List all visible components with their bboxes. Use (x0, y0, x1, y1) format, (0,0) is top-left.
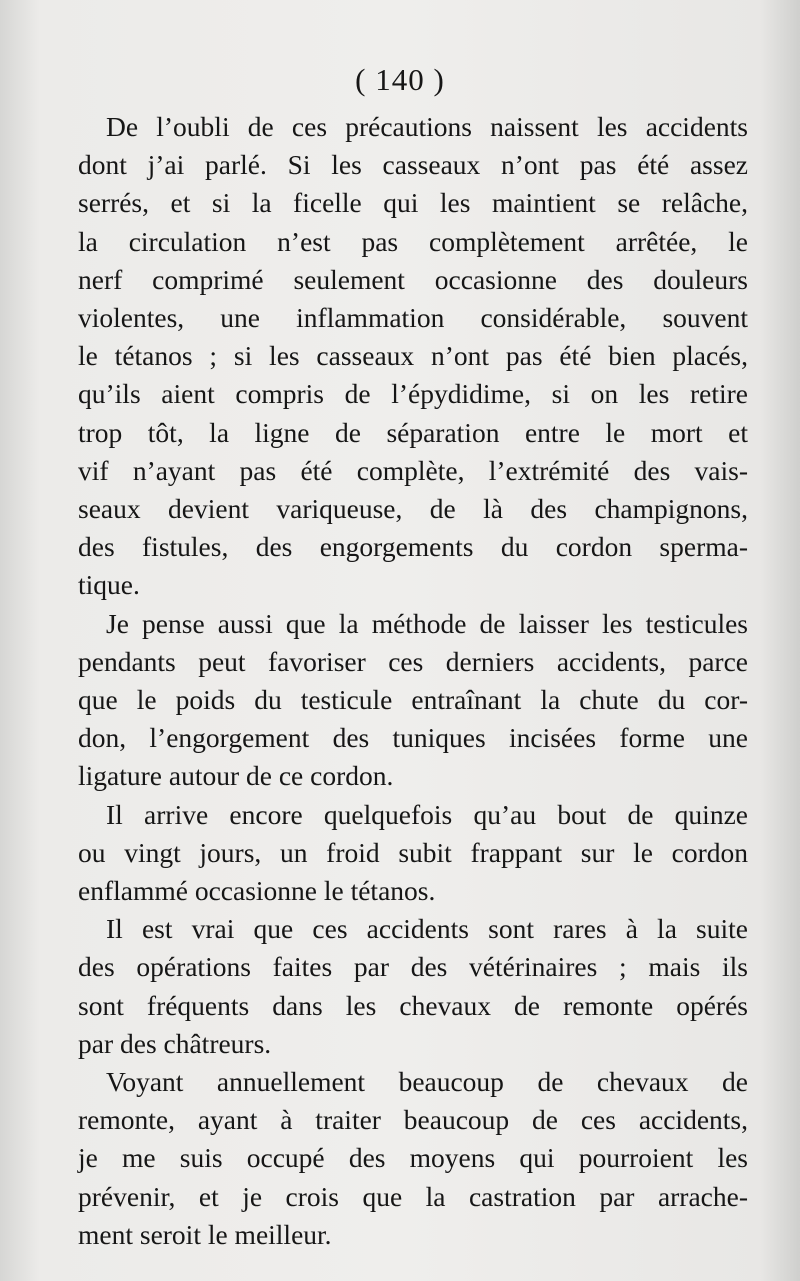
text-line: par des châtreurs. (78, 1027, 272, 1059)
text-line: des fistules, des engorgements du cordon sperma- (78, 531, 748, 563)
text-line: serrés, et si la ficelle qui les maintient se relâche, (78, 187, 748, 219)
text-line: don, l’engorgement des tuniques incisées forme une (78, 722, 748, 754)
paragraph (78, 910, 748, 1063)
text-line: dont j’ai parlé. Si les casseaux n’ont pas été assez (78, 149, 748, 181)
text-line: violentes, une inflammation considérable, souvent (78, 302, 748, 334)
paragraph (78, 605, 748, 796)
text-line: vif n’ayant pas été complète, l’extrémité des vais- (78, 454, 748, 486)
text-line: pendants peut favoriser ces derniers accidents, parce (78, 645, 748, 677)
text-line: remonte, ayant à traiter beaucoup de ces accidents, (78, 1104, 748, 1136)
text-line: sont fréquents dans les chevaux de remonte opérés (78, 989, 748, 1021)
text-line: Je pense aussi que la méthode de laisser les testicules (106, 607, 748, 639)
text-line: ligature autour de ce cordon. (78, 760, 394, 792)
text-line: seaux devient variqueuse, de là des champignons, (78, 493, 748, 525)
text-line: nerf comprimé seulement occasionne des douleurs (78, 263, 748, 295)
text-line: je me suis occupé des moyens qui pourroient les (78, 1142, 748, 1174)
text-line: Il est vrai que ces accidents sont rares à la suite (106, 913, 748, 945)
text-line: De l’oubli de ces précautions naissent les accidents (106, 111, 748, 142)
text-line: le tétanos ; si les casseaux n’ont pas été bien placés, (78, 340, 748, 372)
page-number: ( 140 ) (355, 62, 445, 97)
text-line: ment seroit le meilleur. (78, 1218, 332, 1250)
paragraph (78, 796, 748, 911)
body-text (78, 108, 748, 1254)
text-line: que le poids du testicule entraînant la chute du cor- (78, 684, 748, 716)
text-line: ou vingt jours, un froid subit frappant sur le cordon (78, 836, 748, 868)
text-line: enflammé occasionne le tétanos. (78, 875, 436, 907)
text-line: tique. (78, 569, 140, 601)
text-line: la circulation n’est pas complètement arrêtée, le (78, 225, 748, 257)
text-line: prévenir, et je crois que la castration par arrache- (78, 1180, 748, 1212)
paragraph (78, 1063, 748, 1254)
text-line: Il arrive encore quelquefois qu’au bout de quinze (106, 798, 748, 830)
text-line: trop tôt, la ligne de séparation entre le mort et (78, 416, 748, 448)
text-line: Voyant annuellement beaucoup de chevaux de (106, 1066, 748, 1098)
text-line: qu’ils aient compris de l’épydidime, si on les retire (78, 378, 748, 410)
text-line: des opérations faites par des vétérinaires ; mais ils (78, 951, 748, 983)
paragraph (78, 108, 748, 605)
